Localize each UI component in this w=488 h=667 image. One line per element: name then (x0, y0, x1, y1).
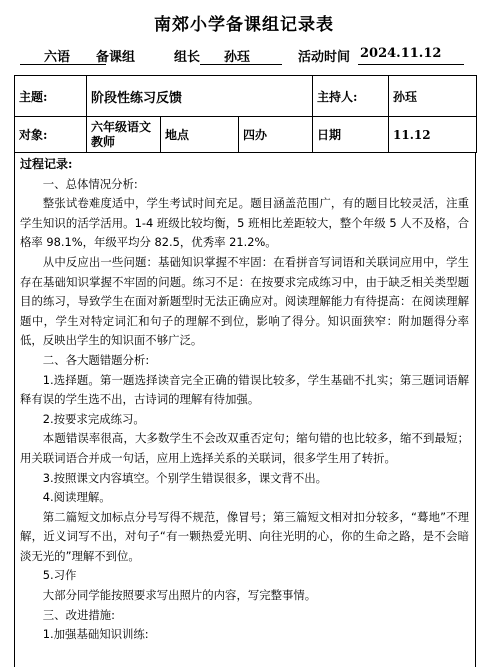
meta-subject: 六语 (44, 50, 71, 65)
meta-leader: 孙珏 (224, 50, 251, 65)
record-paragraph: 一、总体情况分析: (42, 176, 138, 191)
record-heading: 过程记录: (20, 157, 73, 171)
record-paragraph: 三、改进措施: (42, 607, 115, 622)
header-table (14, 75, 477, 153)
date-label: 日期 (313, 117, 389, 153)
place-value: 四办 (239, 117, 313, 153)
topic-value: 阶段性练习反馈 (87, 76, 313, 117)
record-paragraph: 5.习作 (42, 568, 77, 583)
record-paragraph: 二、各大题错题分析: (42, 352, 150, 367)
host-value: 孙珏 (389, 76, 477, 117)
record-paragraph: 1.加强基础知识训练: (42, 627, 149, 642)
place-label: 地点 (161, 117, 239, 153)
meta-time: 2024.11.12 (360, 46, 442, 61)
meta-group-label: 备课组 (96, 50, 136, 65)
process-record (14, 153, 476, 667)
record-paragraph: 大部分同学能按照要求写出照片的内容，写完整事情。 (42, 588, 317, 603)
record-paragraph: 3.按照课文内容填空。个别学生错误很多，课文背不出。 (42, 470, 328, 485)
host-label: 主持人: (313, 76, 389, 117)
date-value: 11.12 (389, 117, 477, 153)
record-paragraph: 整张试卷难度适中，学生考试时间充足。题目涵盖范围广，有的题目比较灵活，注重学生知识的活学活用。1-4 班级比较均衡，5 班相比差距较大，整个年级 5 人不及格，合格率 98.1%，年级平均分 82.5，优秀率 21.2%。 (20, 196, 469, 250)
record-paragraph: 第二篇短文加标点分号写得不规范，像冒号；第三篇短文相对扣分较多，“蓦地”不理解，近义词写不出，对句子“有一颗热爱光明、向往光明的心，你的生命之路，是不会暗淡无光的”理解不到位。 (20, 509, 469, 563)
page-title: 南郊小学备课组记录表 (154, 15, 334, 35)
record-paragraph: 2.按要求完成练习。 (42, 411, 145, 426)
audience-value: 六年级语文教师 (87, 117, 161, 153)
record-paragraph: 本题错误率很高，大多数学生不会改双重否定句；缩句错的也比较多，缩不到最短；用关联词语合并成一句话，应用上选择关系的关联词，很多学生用了转折。 (20, 431, 469, 465)
meta-leader-label: 组长 (174, 50, 201, 65)
audience-label: 对象: (15, 117, 87, 153)
record-paragraph: 1.选择题。第一题选择读音完全正确的错误比较多，学生基础不扎实；第三题词语解释有误的学生选不出，古诗词的理解有待加强。 (20, 372, 469, 407)
topic-label: 主题: (15, 76, 87, 117)
meta-line (0, 46, 488, 68)
record-paragraph: 4.阅读理解。 (42, 490, 111, 505)
record-paragraph: 从中反应出一些问题：基础知识掌握不牢固：在看拼音写词语和关联词应用中，学生存在基础知识掌握不牢固的问题。练习不足：在按要求完成练习中，由于缺乏相关类型题目的练习，导致学生在面对新题型时无法正确应对。阅读理解能力有待提高：在阅读理解题中，学生对特定词汇和句子的理解不到位，影响了得分。知识面狭窄：附加题得分率低，反映出学生的知识面不够广泛。 (20, 254, 469, 348)
meta-time-label: 活动时间 (298, 50, 351, 65)
underline-time (358, 64, 464, 65)
